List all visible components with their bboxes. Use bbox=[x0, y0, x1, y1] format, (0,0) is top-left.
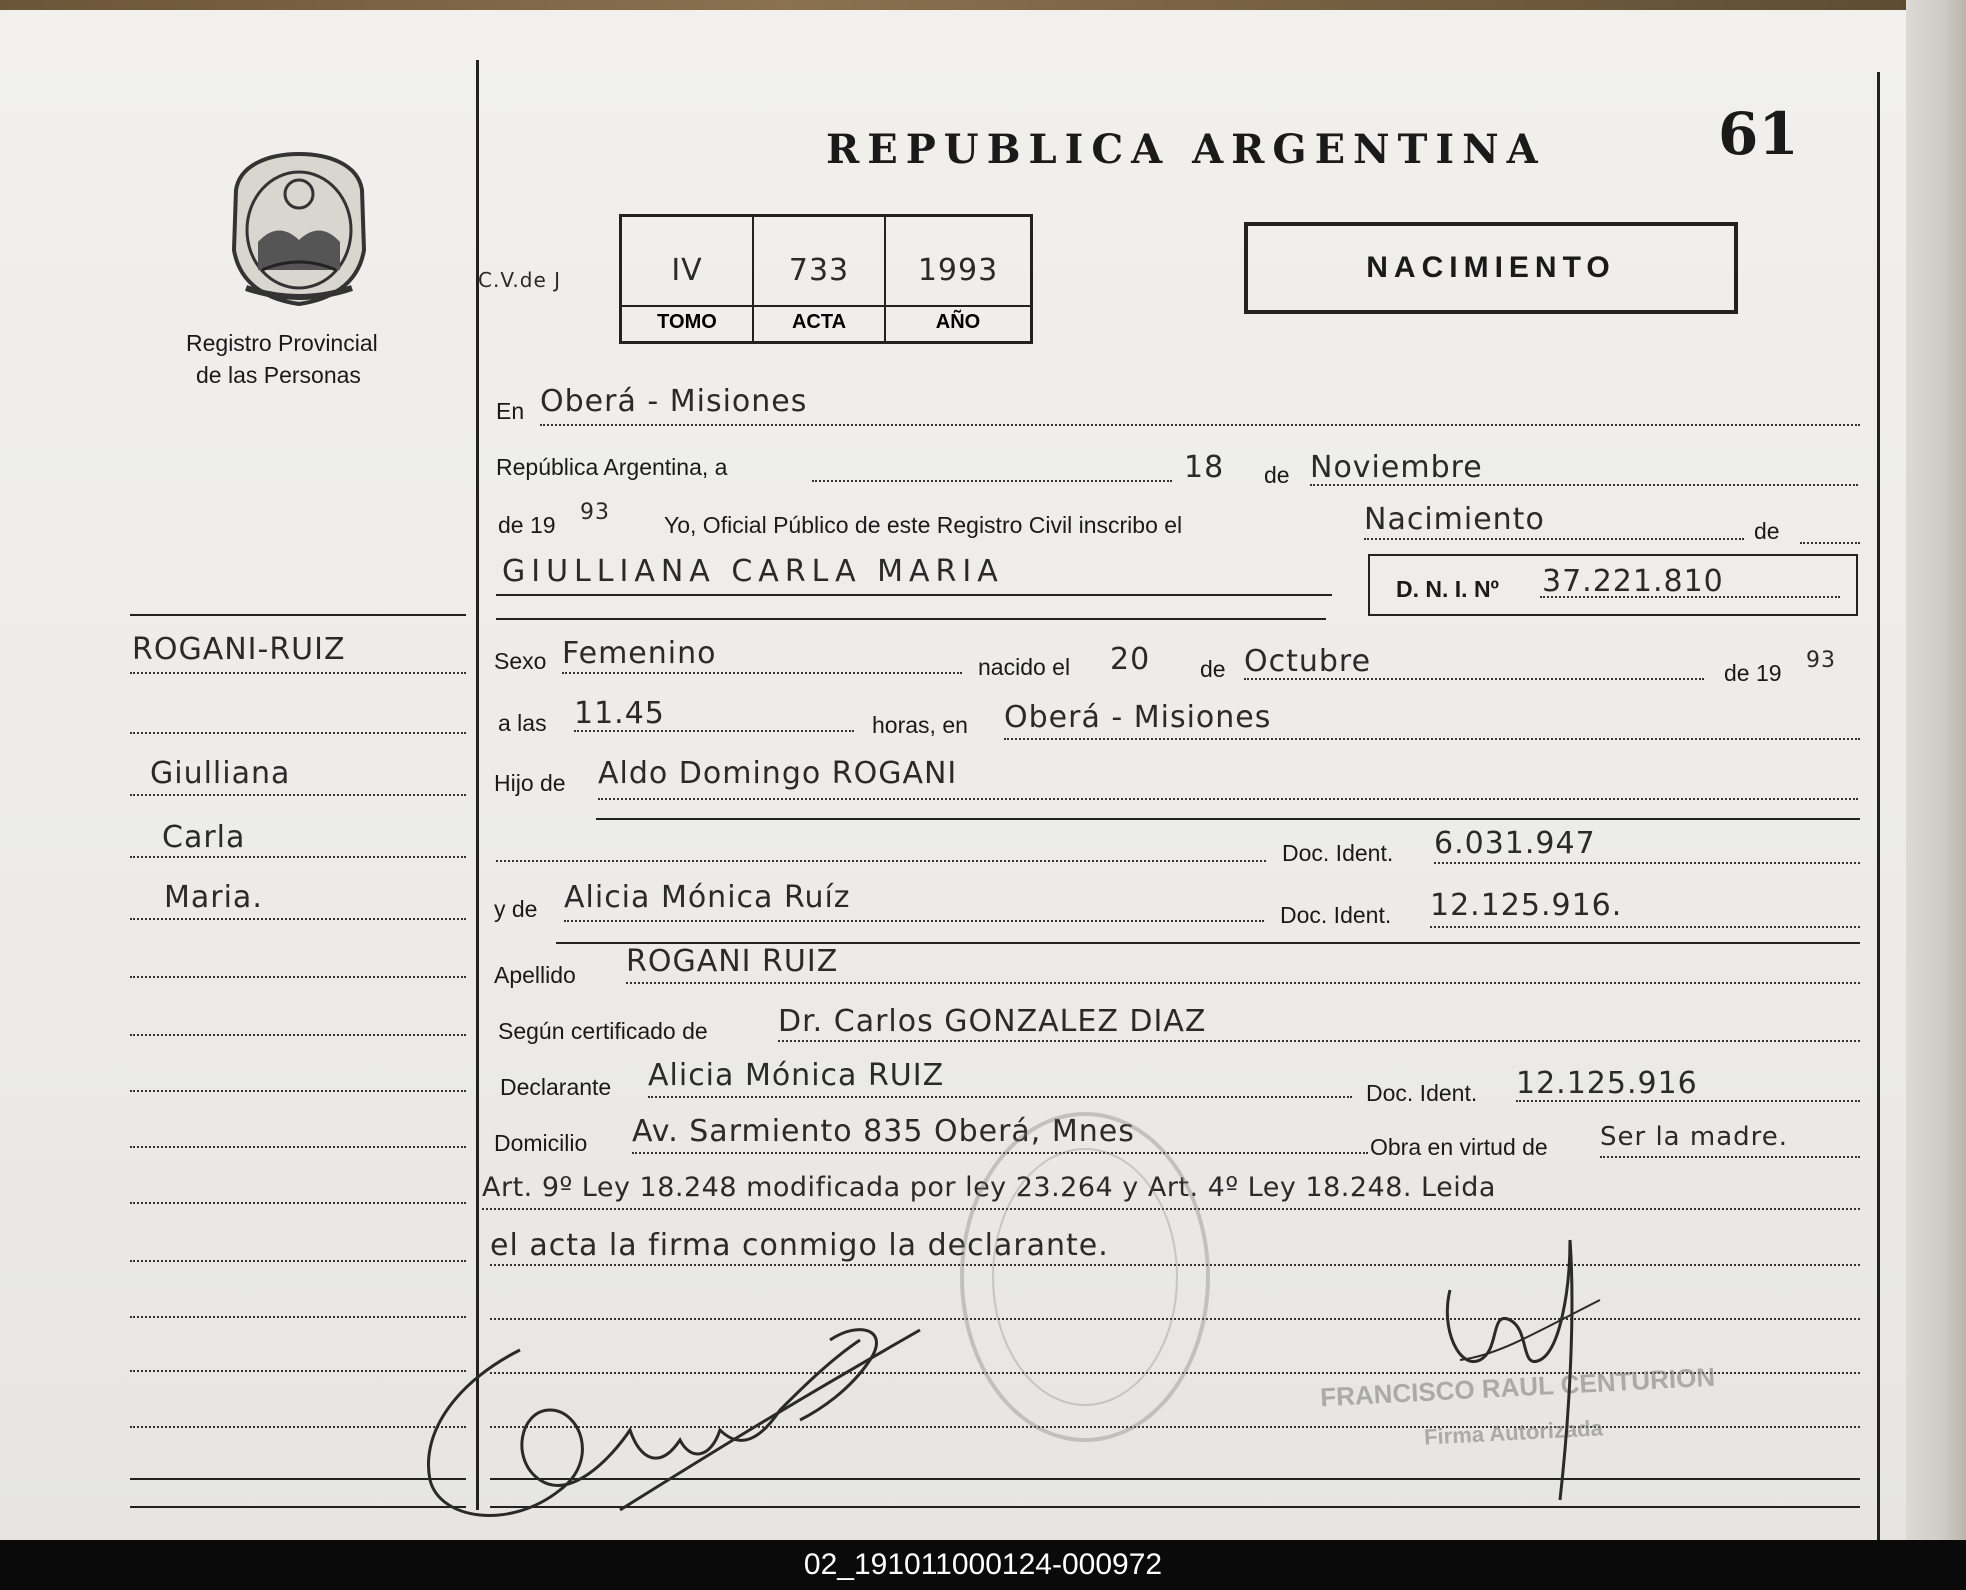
mother-doc-label: Doc. Ident. bbox=[1280, 902, 1392, 928]
apellido-value: ROGANI RUIZ bbox=[626, 944, 839, 979]
right-border bbox=[1877, 72, 1880, 1540]
binder-edge bbox=[0, 0, 1966, 10]
child-name: GIULLIANA CARLA MARIA bbox=[502, 554, 1004, 589]
dni-value: 37.221.810 bbox=[1542, 564, 1724, 599]
sexo-label: Sexo bbox=[494, 648, 547, 674]
dni-label: D. N. I. Nº bbox=[1396, 576, 1499, 602]
republica-label: República Argentina, a bbox=[496, 454, 728, 480]
birth-year-suffix: 93 bbox=[1806, 648, 1836, 673]
domicilio-label: Domicilio bbox=[494, 1130, 588, 1156]
obra-value: Ser la madre. bbox=[1600, 1122, 1789, 1152]
birth-time: 11.45 bbox=[574, 696, 665, 731]
nacido-label: nacido el bbox=[978, 654, 1071, 680]
declarante-doc-label: Doc. Ident. bbox=[1366, 1080, 1478, 1106]
acta-value: 733 bbox=[788, 253, 850, 288]
de-label: de bbox=[1264, 462, 1290, 488]
en-label: En bbox=[496, 398, 525, 424]
anio-label: AÑO bbox=[935, 311, 981, 333]
record-reference-box bbox=[619, 214, 1033, 344]
margin-given-2: Carla bbox=[162, 820, 246, 855]
declarant-signature bbox=[400, 1260, 960, 1540]
place-value: Oberá - Misiones bbox=[540, 384, 808, 419]
official-name-stamp: FRANCISCO RAUL CENTURION bbox=[1319, 1361, 1716, 1413]
page-edge bbox=[1906, 0, 1966, 1540]
year-suffix: 93 bbox=[580, 500, 610, 525]
official-seal bbox=[960, 1112, 1210, 1442]
official-statement: Yo, Oficial Público de este Registro Civil inscribo el bbox=[664, 512, 1183, 538]
acta-cell bbox=[754, 217, 886, 341]
father-doc-label: Doc. Ident. bbox=[1282, 840, 1394, 866]
birth-day: 20 bbox=[1110, 642, 1151, 677]
closing-statement-line: el acta la firma conmigo la declarante. bbox=[490, 1228, 1109, 1263]
month-value: Noviembre bbox=[1310, 450, 1483, 485]
obra-label: Obra en virtud de bbox=[1370, 1134, 1548, 1160]
birth-year-prefix: de 19 bbox=[1724, 660, 1782, 686]
year-prefix: de 19 bbox=[498, 512, 556, 538]
hijo-label: Hijo de bbox=[494, 770, 566, 796]
anio-cell bbox=[886, 217, 1030, 341]
margin-surname: ROGANI-RUIZ bbox=[132, 632, 346, 667]
horas-label: horas, en bbox=[872, 712, 968, 738]
tomo-cell bbox=[622, 217, 754, 341]
declarante-value: Alicia Mónica RUIZ bbox=[648, 1058, 945, 1093]
anio-value: 1993 bbox=[917, 253, 999, 288]
misiones-crest-icon bbox=[228, 150, 370, 308]
certificado-value: Dr. Carlos GONZALEZ DIAZ bbox=[778, 1004, 1207, 1039]
tomo-value: IV bbox=[671, 253, 703, 288]
de-label-2: de bbox=[1754, 518, 1780, 544]
act-type-box: NACIMIENTO bbox=[1244, 222, 1738, 314]
mother-name: Alicia Mónica Ruíz bbox=[564, 880, 851, 915]
acta-label: ACTA bbox=[791, 311, 847, 333]
dni-box bbox=[1368, 554, 1858, 616]
apellido-label: Apellido bbox=[494, 962, 576, 988]
cv-note: C.V.de J bbox=[478, 268, 562, 292]
margin-rule-top bbox=[130, 614, 466, 616]
tomo-label: TOMO bbox=[657, 311, 717, 333]
margin-given-3: Maria. bbox=[164, 880, 263, 915]
official-role-stamp: Firma Autorizada bbox=[1423, 1415, 1604, 1450]
yde-label: y de bbox=[494, 896, 538, 922]
registry-name-line2: de las Personas bbox=[196, 362, 361, 388]
declarante-label: Declarante bbox=[500, 1074, 612, 1100]
file-identifier: 02_191011000124-000972 bbox=[803, 1548, 1163, 1581]
inscribe-value: Nacimiento bbox=[1364, 502, 1545, 537]
father-name: Aldo Domingo ROGANI bbox=[598, 756, 958, 791]
birth-month: Octubre bbox=[1244, 644, 1372, 679]
father-doc: 6.031.947 bbox=[1434, 826, 1596, 861]
mother-doc: 12.125.916. bbox=[1430, 888, 1623, 923]
alas-label: a las bbox=[498, 710, 547, 736]
day-value: 18 bbox=[1184, 450, 1225, 485]
birth-place: Oberá - Misiones bbox=[1004, 700, 1272, 735]
segun-label: Según certificado de bbox=[498, 1018, 708, 1044]
declarante-doc: 12.125.916 bbox=[1516, 1066, 1698, 1101]
margin-given-1: Giulliana bbox=[150, 756, 291, 791]
registry-name-line1: Registro Provincial bbox=[186, 330, 378, 356]
sexo-value: Femenino bbox=[562, 636, 717, 671]
domicilio-value: Av. Sarmiento 835 Oberá, Mnes bbox=[632, 1114, 1135, 1149]
page-title: REPUBLICA ARGENTINA bbox=[826, 126, 1546, 173]
de-label-3: de bbox=[1200, 656, 1226, 682]
page-number: 61 bbox=[1718, 100, 1799, 168]
official-signature bbox=[1420, 1210, 1620, 1510]
legal-reference-line: Art. 9º Ley 18.248 modificada por ley 23.264 y Art. 4º Ley 18.248. Leida bbox=[482, 1172, 1496, 1203]
